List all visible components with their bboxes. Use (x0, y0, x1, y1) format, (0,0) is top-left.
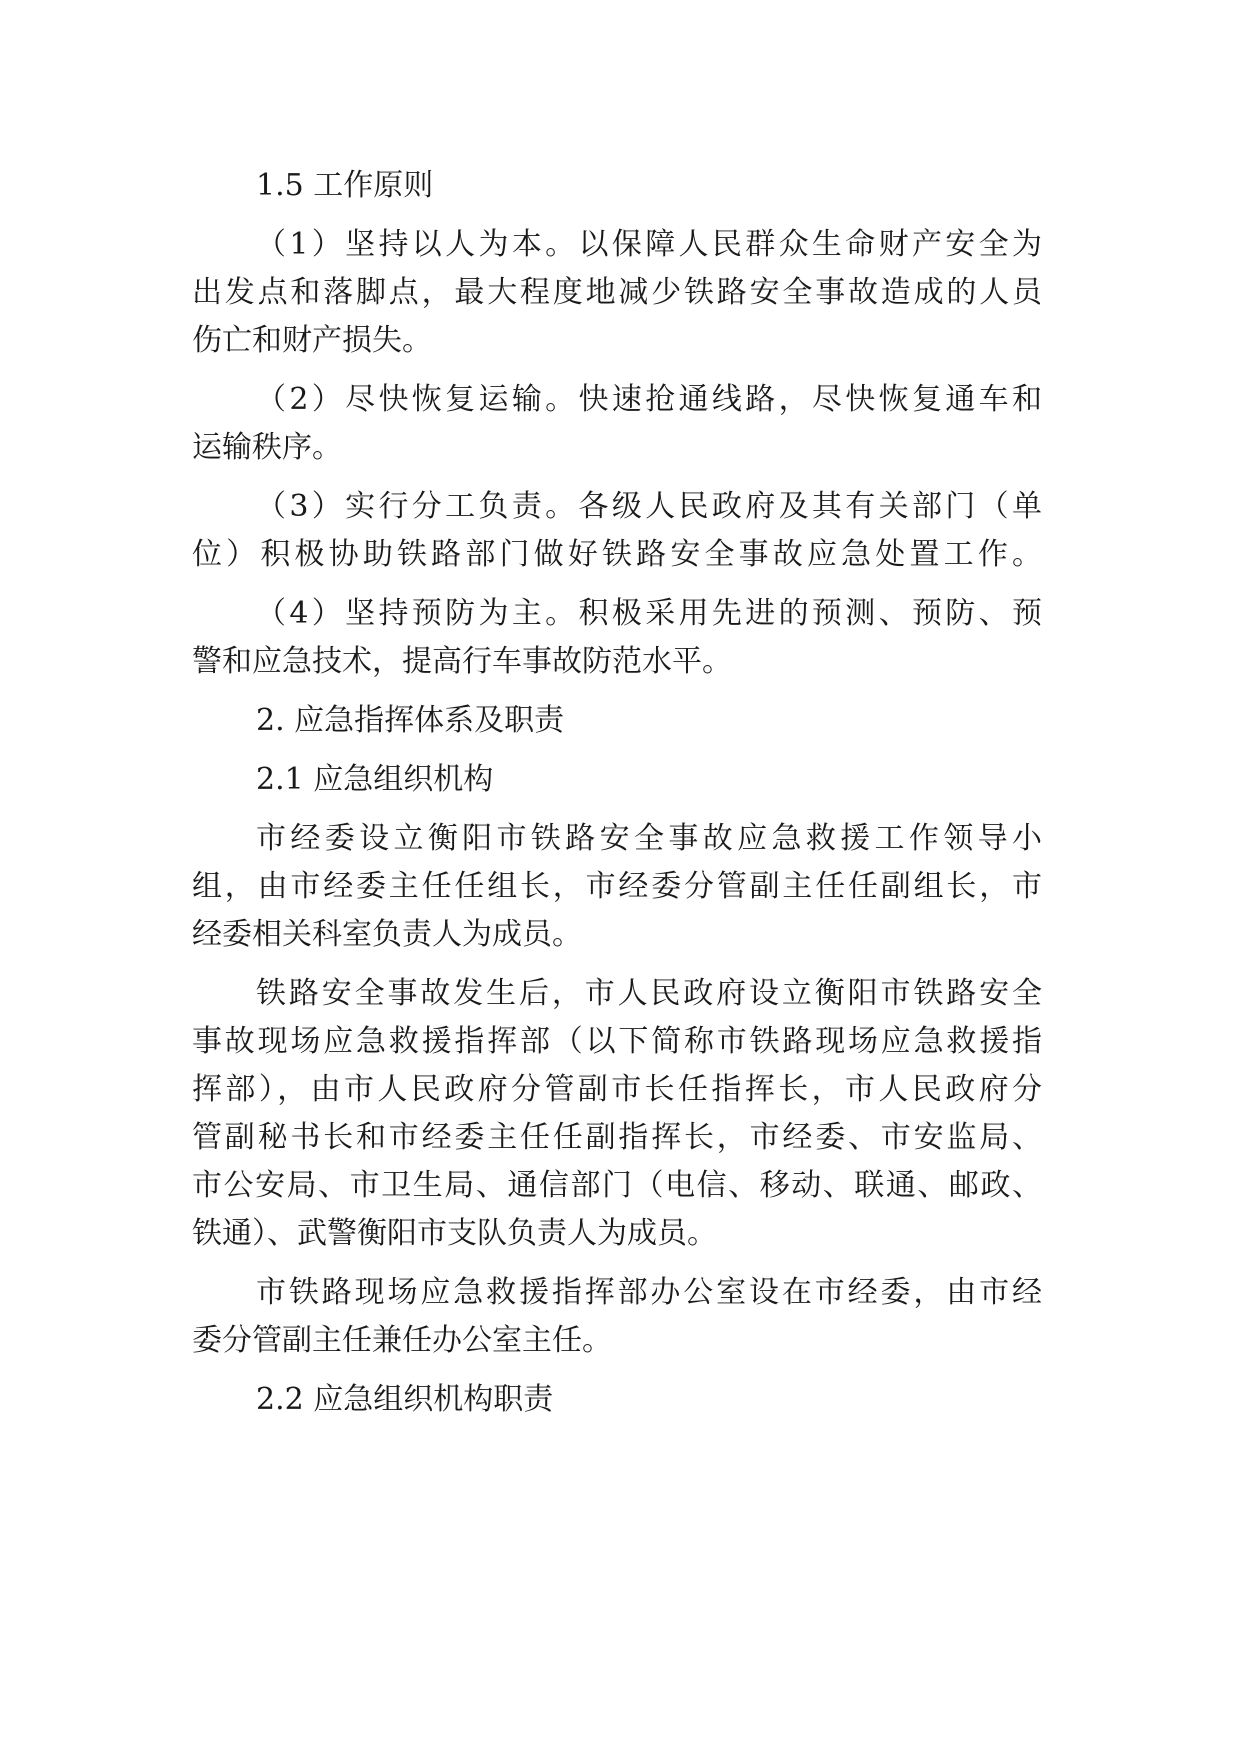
heading-2-1: 2.1 应急组织机构 (256, 762, 494, 797)
principle-1-line-3: 伤亡和财产损失。 (192, 323, 432, 358)
org-para-2-line-2: 事故现场应急救援指挥部（以下简称市铁路现场应急救援指 (192, 1024, 1042, 1059)
org-para-3-line-1: 市铁路现场应急救援指挥部办公室设在市经委，由市经 (256, 1275, 1042, 1310)
heading-2: 2. 应急指挥体系及职责 (256, 703, 565, 738)
org-para-3-line-2: 委分管副主任兼任办公室主任。 (192, 1323, 612, 1358)
org-para-2-line-6: 铁通）、武警衡阳市支队负责人为成员。 (192, 1216, 717, 1251)
principle-2-line-2: 运输秩序。 (192, 430, 342, 465)
org-para-2-line-4: 管副秘书长和市经委主任任副指挥长，市经委、市安监局、 (192, 1120, 1042, 1155)
org-para-1-line-1: 市经委设立衡阳市铁路安全事故应急救援工作领导小 (256, 821, 1042, 856)
org-para-2-line-1: 铁路安全事故发生后，市人民政府设立衡阳市铁路安全 (256, 976, 1042, 1011)
principle-3-line-1: （3）实行分工负责。各级人民政府及其有关部门（单 (256, 489, 1042, 524)
principle-4-line-2: 警和应急技术，提高行车事故防范水平。 (192, 644, 732, 679)
org-para-1-line-2: 组，由市经委主任任组长，市经委分管副主任任副组长，市 (192, 869, 1042, 904)
principle-1-line-2: 出发点和落脚点，最大程度地减少铁路安全事故造成的人员 (192, 275, 1042, 310)
principle-3-line-2: 位）积极协助铁路部门做好铁路安全事故应急处置工作。 (192, 537, 1042, 572)
heading-1-5: 1.5 工作原则 (256, 168, 434, 203)
org-para-2-line-3: 挥部），由市人民政府分管副市长任指挥长，市人民政府分 (192, 1072, 1042, 1107)
heading-2-2: 2.2 应急组织机构职责 (256, 1382, 554, 1417)
principle-1-line-1: （1）坚持以人为本。以保障人民群众生命财产安全为 (256, 227, 1042, 262)
principle-2-line-1: （2）尽快恢复运输。快速抢通线路，尽快恢复通车和 (256, 382, 1042, 417)
principle-4-line-1: （4）坚持预防为主。积极采用先进的预测、预防、预 (256, 596, 1042, 631)
org-para-2-line-5: 市公安局、市卫生局、通信部门（电信、移动、联通、邮政、 (192, 1168, 1042, 1203)
org-para-1-line-3: 经委相关科室负责人为成员。 (192, 917, 582, 952)
